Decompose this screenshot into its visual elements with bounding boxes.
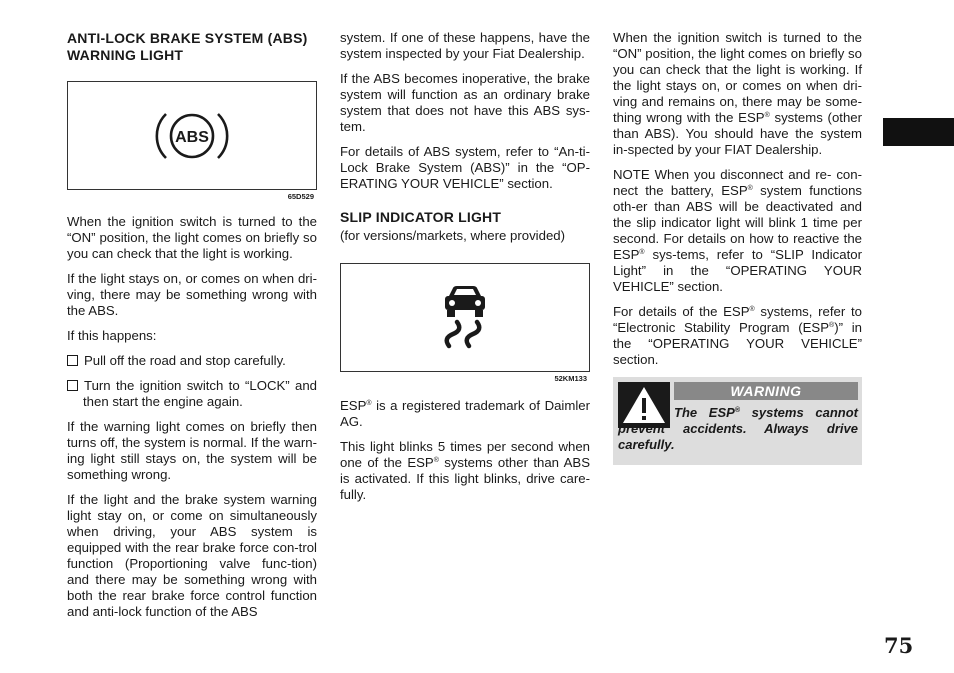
slip-figure bbox=[340, 263, 590, 383]
abs-warning-icon bbox=[154, 106, 230, 166]
column-right bbox=[613, 30, 862, 377]
subheading: (for versions/markets, where provided) bbox=[340, 228, 565, 243]
warning-label: WARNING bbox=[674, 382, 858, 400]
figure-code: 52KM133 bbox=[554, 374, 587, 383]
paragraph: NOTE When you disconnect and re- con-nect the battery, ESP® system functions oth-er than ABS will be deactivated and the slip indicator light will blink 1 time per second. For details on how to reactive the ESP® sys-tems, refer to “SLIP Indicator Light” in the “OPERATING YOUR VEHICLE” section. bbox=[613, 167, 863, 294]
slip-heading: SLIP INDICATOR LIGHT bbox=[340, 209, 502, 225]
paragraph: If the ABS becomes inoperative, the brake system will function as an ordinary brake system that does not have this ABS sys-tem. bbox=[340, 71, 590, 134]
section-tab bbox=[883, 118, 954, 146]
paragraph: If the light stays on, or comes on when dri-ving, there may be something wrong with the ABS. bbox=[67, 271, 317, 318]
page-number: 75 bbox=[884, 633, 914, 658]
abs-figure bbox=[67, 81, 317, 201]
abs-heading: ANTI-LOCK BRAKE SYSTEM (ABS) WARNING LIGHT bbox=[67, 30, 308, 63]
warning-box bbox=[613, 377, 862, 465]
paragraph: For details of the ESP® systems, refer to “Electronic Stability Program (ESP®)” in the “OPERATING YOUR VEHICLE” section. bbox=[613, 304, 862, 367]
paragraph: ESP® is a registered trademark of Daimler AG. bbox=[340, 398, 590, 429]
list-item-text: Turn the ignition switch to “LOCK” and then start the engine again. bbox=[83, 378, 317, 409]
column-left bbox=[67, 30, 317, 629]
paragraph: If the warning light comes on briefly then turns off, the system is normal. If the warn-ing light still stays on, the system will be something wrong. bbox=[67, 419, 317, 482]
list-item bbox=[67, 353, 317, 369]
figure-code: 65D529 bbox=[287, 192, 314, 201]
abs-icon-text: ABS bbox=[175, 128, 209, 146]
warning-text: The ESP® systems cannot prevent accidents. Always drive carefully. bbox=[618, 405, 858, 452]
paragraph: When the ignition switch is turned to the “ON” position, the light comes on briefly so you can check that the light is working. If the light stays on, or comes on when dri-ving and remains on, there may be some-thing wrong with the ESP® systems (other than ABS). You should have the system in-spected by your FIAT Dealership. bbox=[613, 30, 863, 157]
checkbox-square-icon bbox=[67, 355, 78, 366]
list-item-text: Pull off the road and stop carefully. bbox=[84, 353, 286, 368]
paragraph: When the ignition switch is turned to the “ON” position, the light comes on briefly so you can check that the light is working. bbox=[67, 214, 317, 261]
paragraph: For details of ABS system, refer to “An-ti-Lock Brake System (ABS)” in the “OP-ERATING YOUR VEHICLE” section. bbox=[340, 144, 590, 191]
column-middle bbox=[340, 30, 590, 512]
paragraph: If the light and the brake system warning light stay on, or come on simultaneously when driving, your ABS system is equipped with the rear brake force con-trol function (Proportioning valve func-tion) and there may be something wrong with both the rear brake force control function and anti-lock function of the ABS bbox=[67, 492, 317, 619]
list-item bbox=[67, 378, 317, 410]
checkbox-square-icon bbox=[67, 380, 78, 391]
paragraph: If this happens: bbox=[67, 328, 157, 343]
skidding-car-icon bbox=[435, 282, 495, 354]
paragraph: system. If one of these happens, have the system inspected by your Fiat Dealership. bbox=[340, 30, 590, 61]
paragraph: This light blinks 5 times per second when one of the ESP® systems other than ABS is activated. If this light blinks, drive care-fully. bbox=[340, 439, 590, 502]
